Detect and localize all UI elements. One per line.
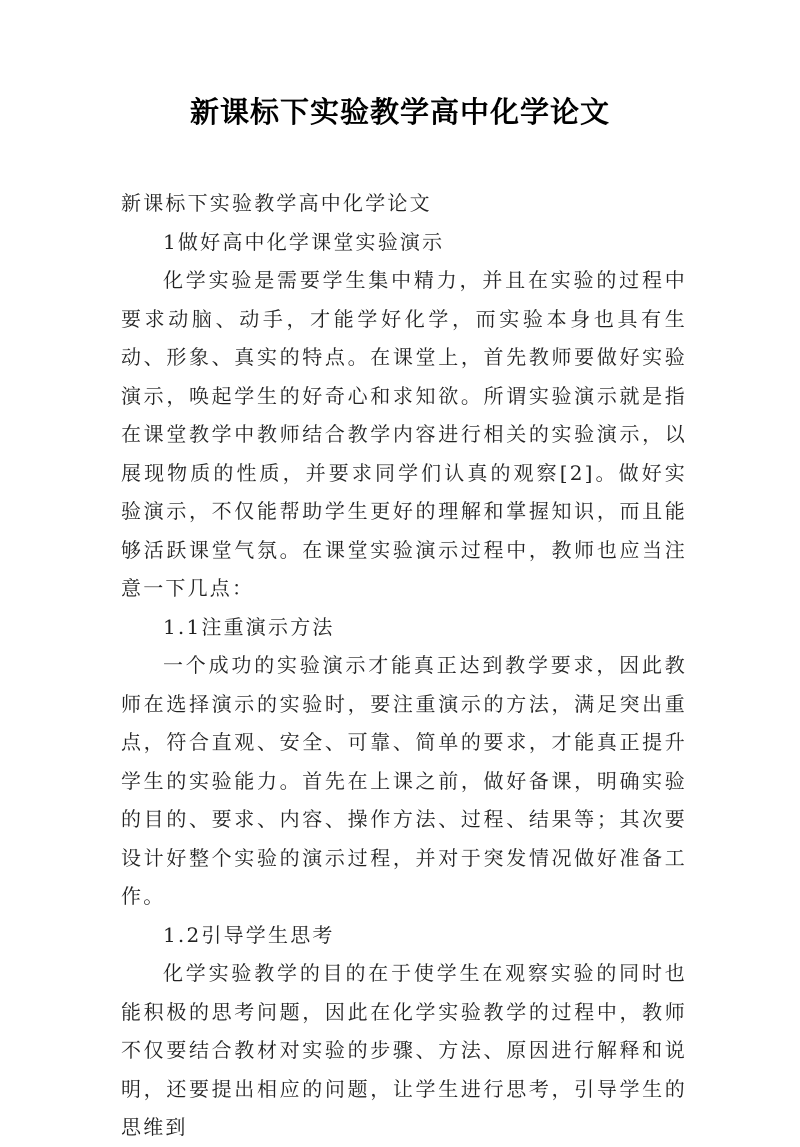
document-body [121,184,687,1147]
section-1-1-heading: 1.1注重演示方法 [163,614,335,639]
document-title: 新课标下实验教学高中化学论文 [189,95,610,129]
section-1-1-paragraph: 一个成功的实验演示才能真正达到教学要求，因此教师在选择演示的实验时，要注重演示的方法，满足突出重点，符合直观、安全、可靠、简单的要求，才能真正提升学生的实验能力。首先在上课之前，做好备课，明确实验的目的、要求、内容、操作方法、过程、结果等；其次要设计好整个实验的演示过程，并对于突发情况做好准备工作。 [121,653,687,908]
section-1-2-paragraph: 化学实验教学的目的在于使学生在观察实验的同时也能积极的思考问题，因此在化学实验教学的过程中，教师不仅要结合教材对实验的步骤、方法、原因进行解释和说明，还要提出相应的问题，让学生进行思考，引导学生的思维到 [121,961,687,1139]
section-1-paragraph: 化学实验是需要学生集中精力，并且在实验的过程中要求动脑、动手，才能学好化学，而实验本身也具有生动、形象、真实的特点。在课堂上，首先教师要做好实验演示，唤起学生的好奇心和求知欲。所谓实验演示就是指在课堂教学中教师结合教学内容进行相关的实验演示，以展现物质的性质，并要求同学们认真的观察[2]。做好实验演示，不仅能帮助学生更好的理解和掌握知识，而且能够活跃课堂气氛。在课堂实验演示过程中，教师也应当注意一下几点： [121,268,687,600]
document-subtitle: 新课标下实验教学高中化学论文 [121,191,432,215]
section-1-2-heading: 1.2引导学生思考 [163,922,335,947]
section-1-heading: 1做好高中化学课堂实验演示 [163,229,445,254]
